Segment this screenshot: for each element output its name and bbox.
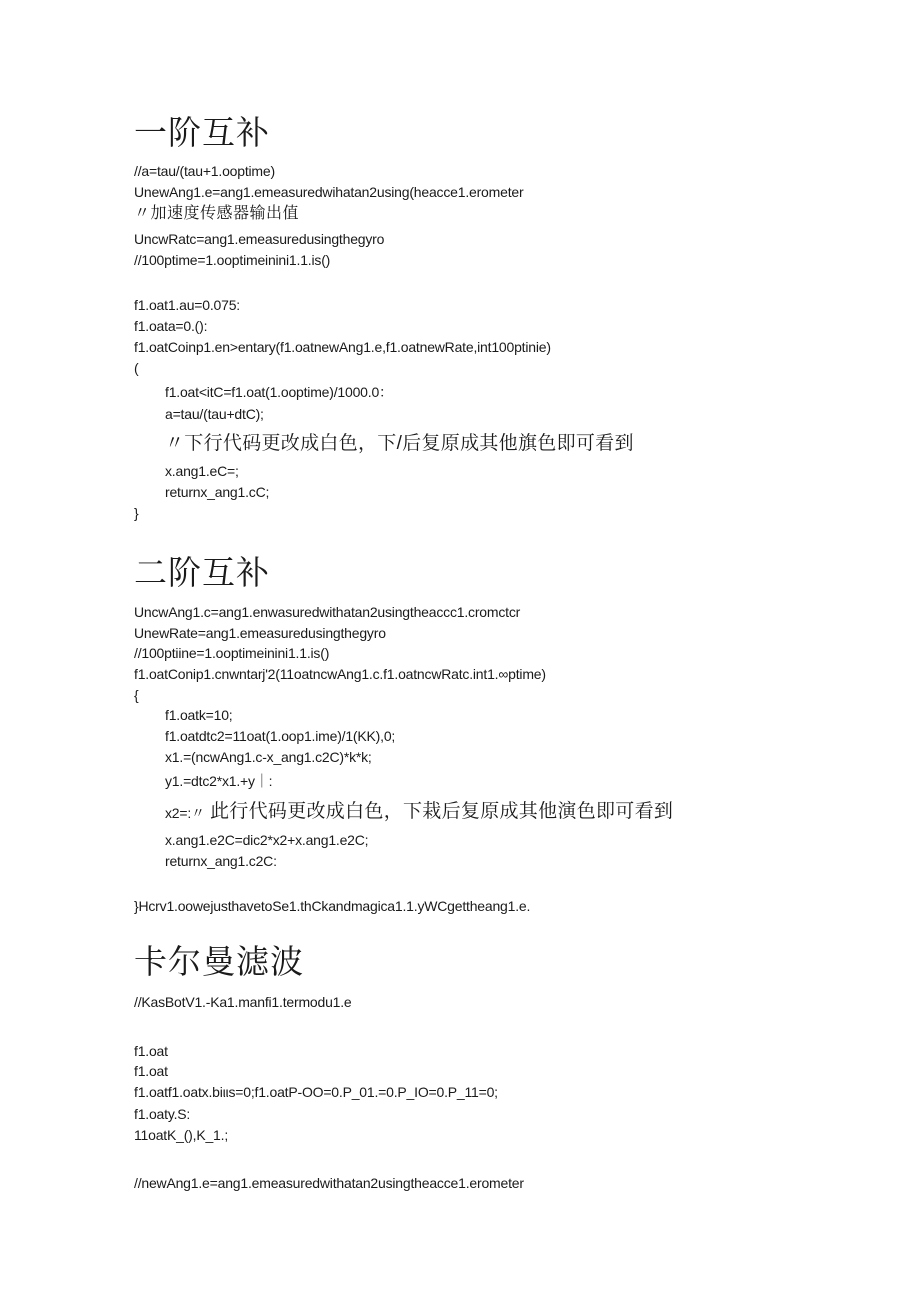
code-line: }Hcrv1.oowejusthavetoSe1.thCkandmagica1.1.yWCgettheang1.e.	[134, 898, 531, 914]
code-comment: 〃下行代码更改成白色，下/后复原成其他旗色即可看到	[165, 433, 634, 454]
code-line: x1.=(ncwAng1.c-x_ang1.c2C)*k*k;	[165, 749, 372, 765]
code-line: f1.oatCoinp1.en>entary(f1.oatnewAng1.e,f1.oatnewRate,int100ptinie)	[134, 339, 551, 355]
code-line: //newAng1.e=ang1.emeasuredwithatan2usingtheacce1.erometer	[134, 1175, 524, 1191]
section-title-first-order: 一阶互补	[134, 113, 270, 152]
code-line: //KasBotV1.-Ka1.manfi1.termodu1.e	[134, 994, 352, 1010]
code-line: //a=tau/(tau+1.ooptime)	[134, 163, 275, 179]
code-line: x.ang1.e2C=dic2*x2+x.ang1.e2C;	[165, 832, 369, 848]
code-line: returnx_ang1.c2C:	[165, 853, 277, 869]
code-line: f1.oat	[134, 1063, 168, 1079]
code-line: returnx_ang1.cC;	[165, 484, 270, 500]
code-line: 11oatK_(),K_1.;	[134, 1127, 229, 1143]
code-line: a=tau/(tau+dtC);	[165, 406, 264, 422]
code-line: UncwRatc=ang1.emeasuredusingthegyro	[134, 231, 385, 247]
code-line: UncwAng1.c=ang1.enwasuredwithatan2usingtheaccc1.cromctcr	[134, 604, 521, 620]
code-line: f1.oat	[134, 1043, 168, 1059]
code-line: f1.oat1.au=0.075:	[134, 297, 240, 313]
code-line: f1.oatConip1.cnwntarj'2(11oatncwAng1.c.f1.oatncwRatc.int1.∞ptime)	[134, 666, 546, 682]
code-line: f1.oatdtc2=11oat(1.oop1.ime)/1(KK),0;	[165, 728, 396, 744]
code-line: x.ang1.eC=;	[165, 463, 239, 479]
code-line: f1.oatf1.oatx.biιιs=0;f1.oatP-OO=0.P_01.=0.P_IO=0.P_11=0;	[134, 1084, 498, 1100]
code-line: f1.oat<itC=f1.oat(1.ooptime)/1000.0：	[165, 384, 393, 400]
code-line: //100ptiine=1.ooptimeinini1.1.is()	[134, 645, 330, 661]
code-line: y1.=dtc2*x1.+y｜:	[165, 773, 273, 789]
code-line: x2=:〃	[165, 805, 205, 821]
code-line: f1.oata=0.():	[134, 318, 208, 334]
code-line: //100ptime=1.ooptimeinini1.1.is()	[134, 252, 331, 268]
code-line: UnewRate=ang1.emeasuredusingthegyro	[134, 625, 386, 641]
code-line: (	[134, 360, 139, 376]
code-line: UnewAng1.e=ang1.emeasuredwihatan2using(heacce1.erometer	[134, 184, 524, 200]
code-line: f1.oaty.S:	[134, 1106, 191, 1122]
code-line: }	[134, 505, 139, 521]
section-title-kalman: 卡尔曼滤波	[134, 942, 304, 981]
code-line: f1.oatk=10;	[165, 707, 233, 723]
code-line: {	[134, 687, 139, 703]
section-title-second-order: 二阶互补	[134, 553, 270, 592]
code-comment: 此行代码更改成白色，下栽后复原成其他演色即可看到	[210, 801, 674, 822]
code-comment: 〃加速度传感器输出值	[134, 205, 300, 222]
